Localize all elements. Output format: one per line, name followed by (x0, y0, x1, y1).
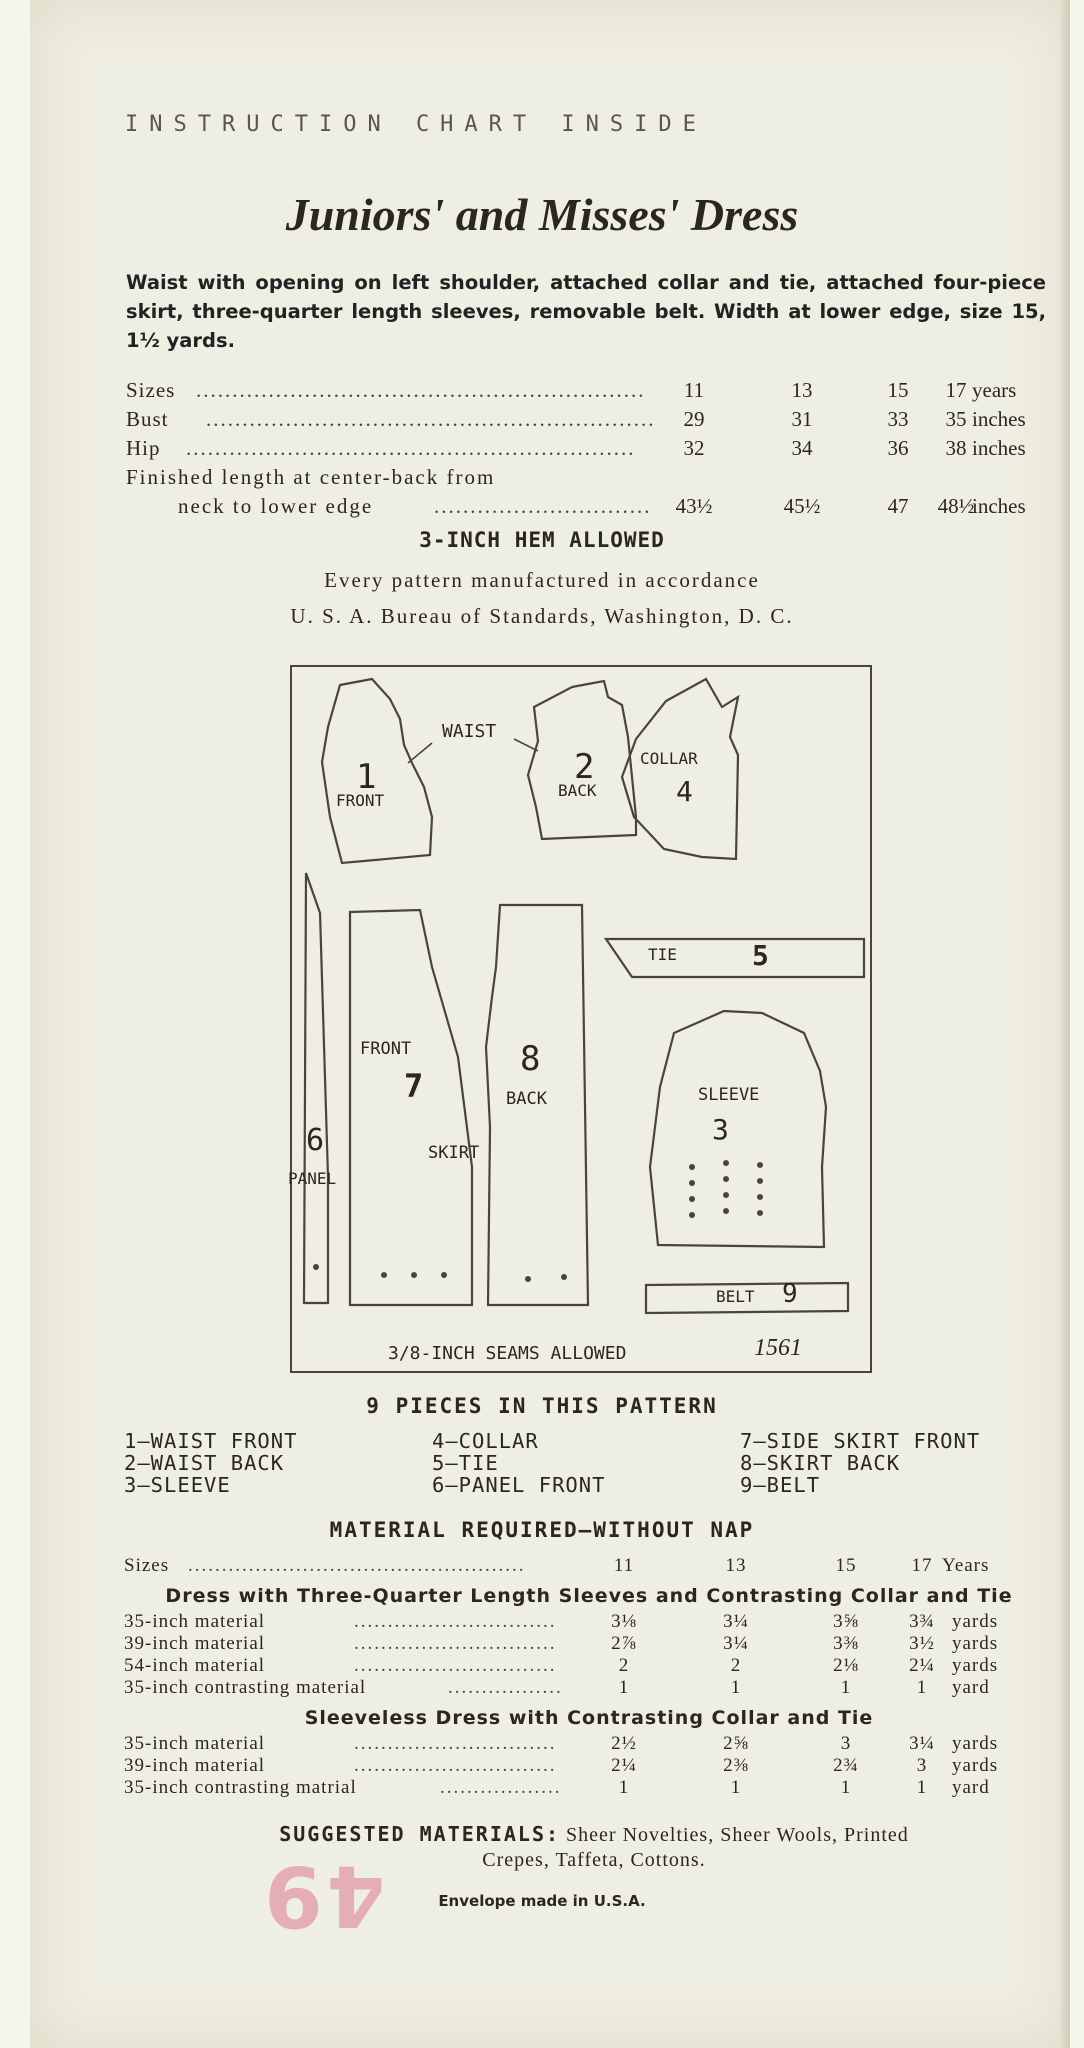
piece-number-4: 4 (676, 775, 693, 808)
leader-dots: .............................. (354, 1655, 557, 1676)
value: 3¼ (723, 1611, 749, 1632)
value: 45½ (783, 494, 821, 518)
value: 32 (683, 436, 705, 460)
piece-item: 3—SLEEVE (124, 1473, 231, 1497)
row-label: Sizes (124, 1555, 170, 1576)
value: 1 (730, 1677, 742, 1698)
piece-item: 7—SIDE SKIRT FRONT (740, 1429, 981, 1453)
value: 3 (840, 1733, 852, 1754)
row-label: 35-inch contrasting matrial (124, 1777, 357, 1798)
row-label: Sizes (126, 378, 176, 402)
unit: yard (952, 1677, 990, 1698)
value: 31 (791, 407, 813, 431)
value: 15 (835, 1555, 857, 1576)
measure-row-bust (126, 407, 1056, 436)
value: 1 (916, 1777, 928, 1798)
row-label: 39-inch material (124, 1633, 266, 1654)
piece-label-skirt: SKIRT (428, 1143, 480, 1163)
value: 3⅝ (833, 1611, 859, 1632)
material-row (124, 1733, 1054, 1755)
pattern-number: 1561 (754, 1335, 802, 1361)
piece-label-panel: PANEL (288, 1169, 337, 1188)
value: 3¼ (909, 1733, 935, 1754)
piece-label-waist: WAIST (442, 721, 497, 742)
leader-dots: .................................................. (188, 1555, 526, 1576)
collar-piece (622, 679, 738, 859)
row-label: 39-inch material (124, 1755, 266, 1776)
value: 17 (945, 378, 967, 402)
measurements-table (126, 378, 1056, 523)
length-row-label (126, 465, 1056, 494)
piece-label-skirt-front: FRONT (360, 1039, 412, 1059)
hem-note: 3-INCH HEM ALLOWED (419, 528, 665, 552)
leader-dots: .............................................................. (206, 407, 656, 431)
unit: yard (952, 1777, 990, 1798)
value: 38 (945, 436, 967, 460)
row-label: Hip (126, 436, 161, 460)
value: 2¼ (611, 1755, 637, 1776)
unit: inches (972, 494, 1026, 518)
row-label: 35-inch material (124, 1733, 266, 1754)
value: 36 (887, 436, 909, 460)
unit: yards (952, 1611, 999, 1632)
piece-item: 6—PANEL FRONT (432, 1473, 606, 1497)
value: 3⅛ (611, 1611, 637, 1632)
leader-dots: .............................. (354, 1633, 557, 1654)
material-row (124, 1677, 1054, 1707)
piece-item: 1—WAIST FRONT (124, 1429, 298, 1453)
material-row (124, 1611, 1054, 1633)
pattern-layout-diagram (290, 665, 872, 1373)
piece-number-8: 8 (520, 1039, 541, 1079)
value: 1 (618, 1777, 630, 1798)
piece-number-9: 9 (782, 1279, 798, 1309)
value: 11 (683, 378, 705, 402)
skirt-front-piece (350, 910, 472, 1305)
value: 2 (618, 1655, 630, 1676)
page-title: Juniors' and Misses' Dress (285, 189, 799, 240)
value: 2¾ (833, 1755, 859, 1776)
value: 2⅜ (723, 1755, 749, 1776)
material-row (124, 1633, 1054, 1655)
unit: Years (942, 1555, 990, 1576)
panel-piece (304, 873, 328, 1303)
row-label: 35-inch contrasting material (124, 1677, 367, 1698)
leader-dots: .............................. (354, 1611, 557, 1632)
leader-dots: .............................................................. (196, 378, 646, 402)
unit: yards (952, 1755, 999, 1776)
piece-number-1: 1 (356, 757, 377, 797)
piece-item: 5—TIE (432, 1451, 499, 1475)
piece-label-sleeve: SLEEVE (698, 1085, 760, 1105)
piece-label-tie: TIE (648, 945, 677, 964)
instruction-chart-heading: INSTRUCTION CHART INSIDE (125, 112, 707, 137)
piece-item: 8—SKIRT BACK (740, 1451, 901, 1475)
value: 13 (725, 1555, 747, 1576)
piece-label-belt: BELT (716, 1287, 755, 1306)
value: 33 (887, 407, 909, 431)
material-row (124, 1655, 1054, 1677)
piece-label-front: FRONT (336, 791, 385, 810)
leader-dots: .............................. (354, 1755, 557, 1776)
piece-label-back: BACK (558, 781, 597, 800)
piece-number-5: 5 (752, 939, 769, 972)
value: 2½ (611, 1733, 637, 1754)
unit: yards (952, 1655, 999, 1676)
envelope-note: Envelope made in U.S.A. (438, 1892, 646, 1910)
section-heading-sleeved: Dress with Three-Quarter Length Sleeves and Contrasting Collar and Tie (165, 1585, 1013, 1607)
row-label: Finished length at center-back from (126, 465, 496, 489)
value: 48½ (937, 494, 975, 518)
unit: yards (952, 1633, 999, 1654)
suggested-label: SUGGESTED MATERIALS: (279, 1822, 561, 1846)
leader-dots: .............................. (354, 1733, 557, 1754)
material-row (124, 1777, 1054, 1799)
value: 2⅞ (611, 1633, 637, 1654)
value: 3 (916, 1755, 928, 1776)
value: 13 (791, 378, 813, 402)
tie-piece (606, 939, 864, 977)
piece-item: 4—COLLAR (432, 1429, 539, 1453)
material-sizes-row (124, 1555, 1054, 1585)
unit: inches (972, 436, 1026, 460)
unit: yards (952, 1733, 999, 1754)
row-label: 54-inch material (124, 1655, 266, 1676)
measure-row-hip (126, 436, 1056, 465)
value: 3⅜ (833, 1633, 859, 1654)
dress-description: Waist with opening on left shoulder, attached collar and tie, attached four-piece skirt, three-quarter length sleeves, removable belt. Width at lower edge, size 15, 1½ yards. (126, 271, 1046, 352)
piece-label-collar: COLLAR (640, 749, 698, 768)
seams-note: 3/8-INCH SEAMS ALLOWED (388, 1343, 627, 1364)
unit: inches (972, 407, 1026, 431)
suggested-line-1: Sheer Novelties, Sheer Wools, Printed (566, 1824, 909, 1846)
waist-front-piece (322, 679, 432, 863)
piece-number-6: 6 (306, 1123, 325, 1158)
standards-line-2: U. S. A. Bureau of Standards, Washington, D. C. (290, 604, 794, 628)
value: 17 (911, 1555, 933, 1576)
value: 3¼ (723, 1633, 749, 1654)
material-table (124, 1555, 1054, 1799)
value: 2⅝ (723, 1733, 749, 1754)
row-label: 35-inch material (124, 1611, 266, 1632)
piece-number-3: 3 (712, 1113, 729, 1146)
value: 1 (840, 1677, 852, 1698)
sleeve-piece (650, 1011, 826, 1247)
piece-label-skirt-back: BACK (506, 1089, 547, 1109)
suggested-line-2: Crepes, Taffeta, Cottons. (482, 1849, 706, 1871)
value: 2 (730, 1655, 742, 1676)
piece-number-7: 7 (404, 1067, 424, 1105)
value: 2⅛ (833, 1655, 859, 1676)
value: 3¾ (909, 1611, 935, 1632)
value: 34 (791, 436, 813, 460)
value: 43½ (675, 494, 713, 518)
value: 1 (618, 1677, 630, 1698)
value: 2¼ (909, 1655, 935, 1676)
value: 47 (887, 494, 909, 518)
row-label: Bust (126, 407, 169, 431)
row-label: neck to lower edge (178, 494, 374, 518)
leader-dots: .............................. (434, 494, 652, 518)
pink-stamp: 49 (260, 1847, 385, 1945)
value: 1 (916, 1677, 928, 1698)
value: 11 (613, 1555, 635, 1576)
leader-dots: ................. (448, 1677, 563, 1698)
unit: years (972, 378, 1017, 402)
length-row (126, 494, 1056, 523)
material-row (124, 1755, 1054, 1777)
value: 15 (887, 378, 909, 402)
standards-line-1: Every pattern manufactured in accordance (324, 568, 760, 592)
section-heading-sleeveless: Sleeveless Dress with Contrasting Collar and Tie (304, 1707, 874, 1729)
material-heading: MATERIAL REQUIRED—WITHOUT NAP (329, 1518, 755, 1542)
measure-row-sizes (126, 378, 1056, 407)
value: 35 (945, 407, 967, 431)
piece-item: 2—WAIST BACK (124, 1451, 285, 1475)
value: 1 (730, 1777, 742, 1798)
value: 1 (840, 1777, 852, 1798)
piece-item: 9—BELT (740, 1473, 821, 1497)
leader-dots: .................. (440, 1777, 562, 1798)
value: 3½ (909, 1633, 935, 1654)
leader-dots: .............................................................. (186, 436, 636, 460)
piece-number-2: 2 (574, 747, 595, 787)
pieces-heading: 9 PIECES IN THIS PATTERN (366, 1394, 718, 1418)
value: 29 (683, 407, 705, 431)
